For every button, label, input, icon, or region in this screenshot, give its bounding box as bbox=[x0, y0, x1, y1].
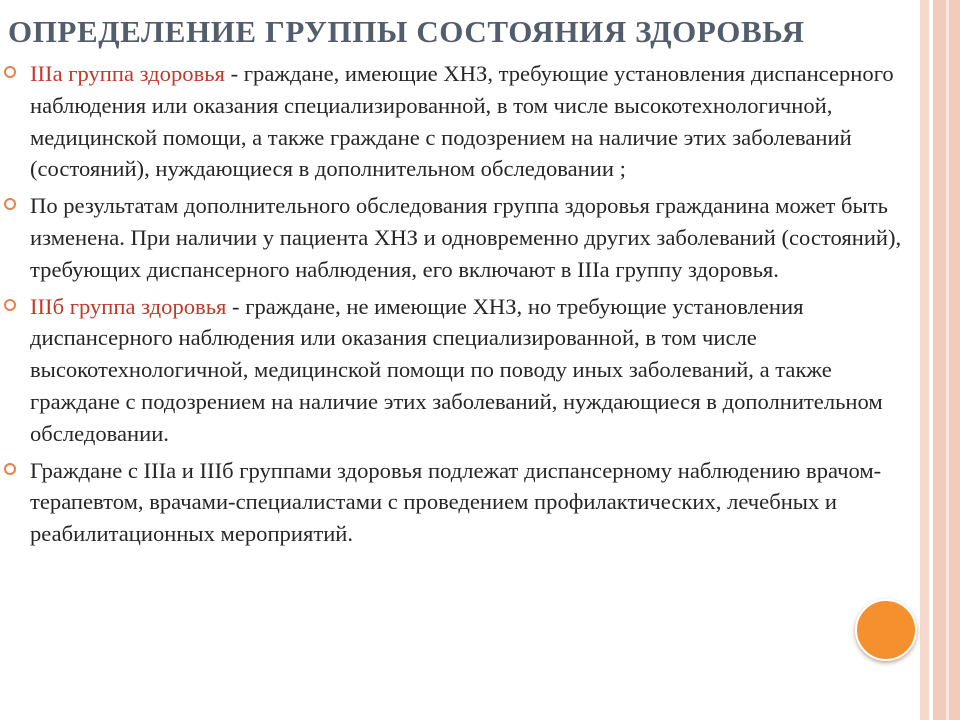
bullet-circle-icon bbox=[4, 66, 16, 78]
item-text: Граждане с IIIа и IIIб группами здоровья подлежат диспансерному наблюдению врачом-терапевтом, врачами-специалистами с проведением профилактических, лечебных и реабилитационных мероприятий. bbox=[30, 457, 882, 547]
item-text: По результатам дополнительного обследования группа здоровья гражданина может быть изменена. При наличии у пациента ХНЗ и одновременно других заболеваний (состояний), требующих диспансерного наблюдения, его включают в IIIа группу здоровья. bbox=[30, 193, 902, 282]
list-item bbox=[0, 455, 920, 550]
list-item bbox=[0, 291, 920, 450]
bullet-circle-icon bbox=[4, 198, 16, 210]
item-text: - граждане, не имеющие ХНЗ, но требующие установления диспансерного наблюдения или оказания специализированной, в том числе высокотехнологичной, медицинской помощи по поводу иных заболеваний, а также граждане с подозрением на наличие этих заболеваний, нуждающиеся в дополнительном обследовании. bbox=[30, 293, 883, 446]
list-item bbox=[0, 58, 920, 185]
bullet-circle-icon bbox=[4, 463, 16, 475]
decor-circle-icon bbox=[855, 599, 917, 661]
decor-stripe bbox=[946, 0, 949, 720]
bullet-list bbox=[0, 58, 920, 550]
bullet-circle-icon bbox=[4, 299, 16, 311]
list-item bbox=[0, 190, 920, 285]
group-term: IIIа группа здоровья bbox=[30, 61, 225, 86]
slide-title: ОПРЕДЕЛЕНИЕ ГРУППЫ СОСТОЯНИЯ ЗДОРОВЬЯ bbox=[8, 14, 805, 49]
decor-stripe bbox=[920, 0, 929, 720]
item-text: - граждане, имеющие ХНЗ, требующие установления диспансерного наблюдения или оказания специализированной, в том числе высокотехнологичной, медицинской помощи, а также граждане с подозрением на наличие этих заболеваний (состояний), нуждающиеся в дополнительном обследовании ; bbox=[30, 61, 894, 182]
group-term: IIIб группа здоровья bbox=[30, 293, 227, 319]
